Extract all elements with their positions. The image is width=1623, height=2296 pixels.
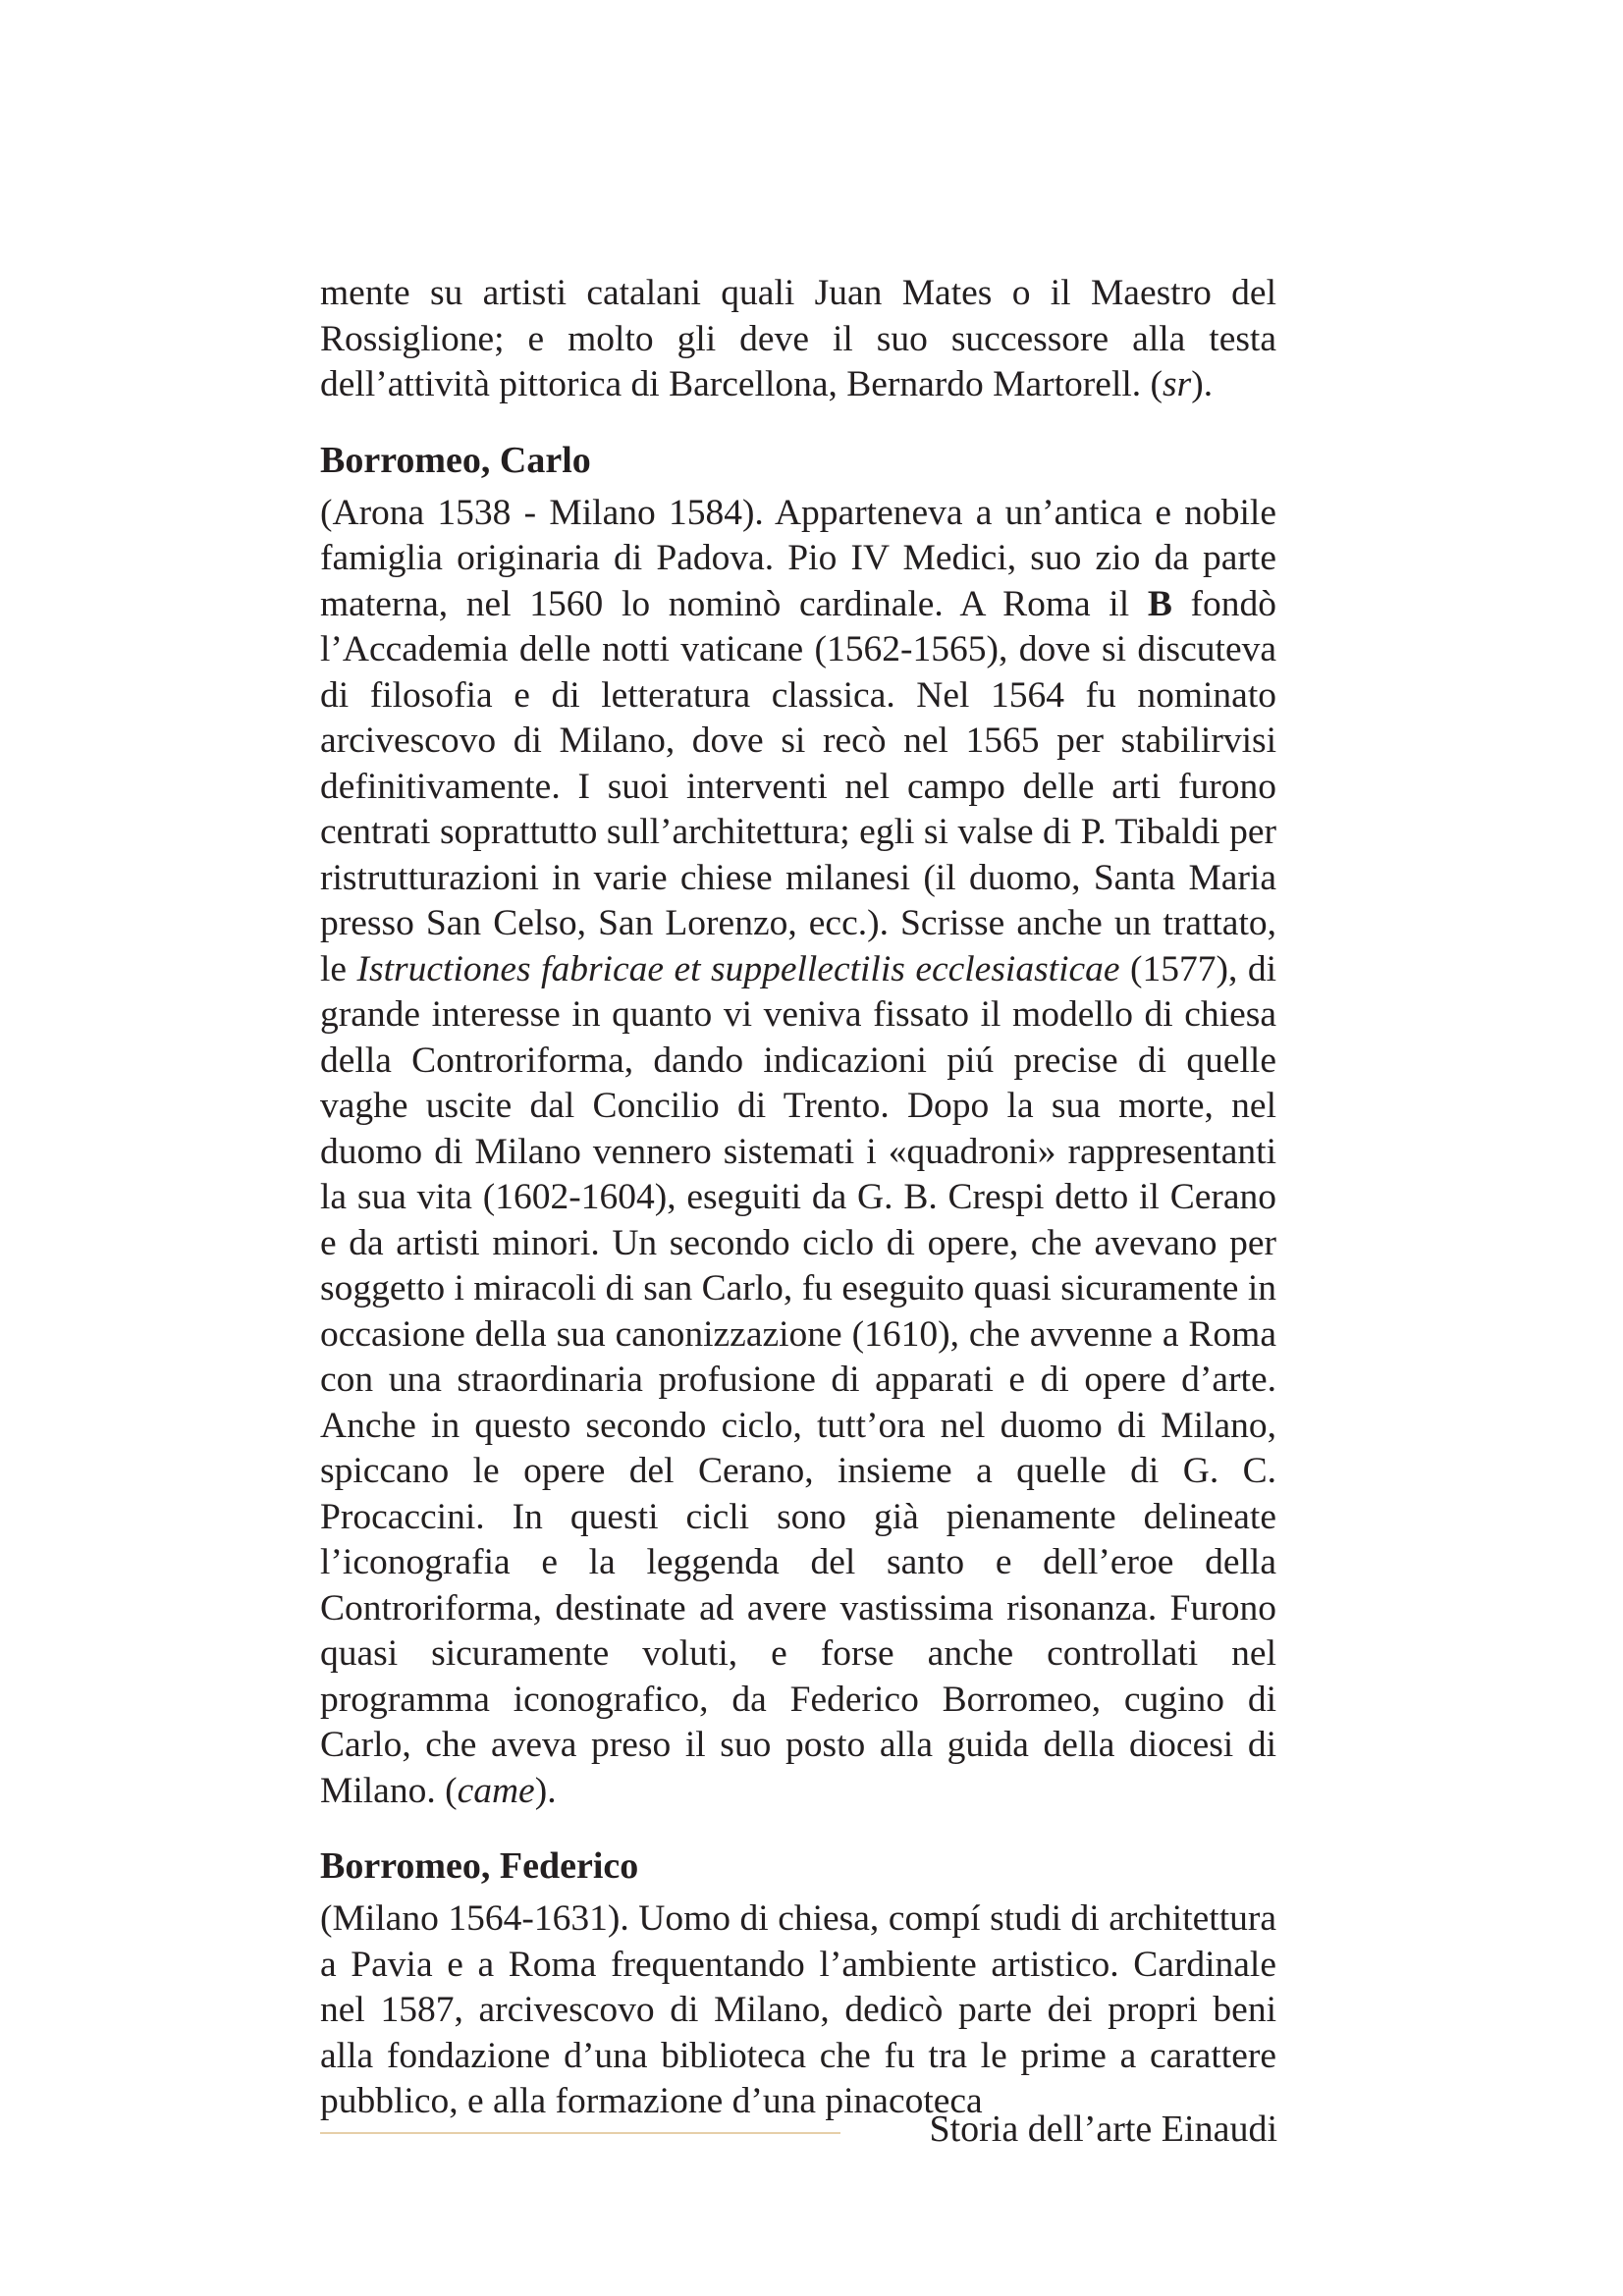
- entry-carlo-text-3: (1577), di grande interesse in quanto vi veniva fissato il modello di chiesa della Controriforma, dando indicazioni piú precise di quelle vaghe uscite dal Concilio di Trento. Dopo la sua morte, nel duomo di Milano vennero sistemati i «quadroni» rappresentanti la sua vita (1602-1604), eseguiti da G. B. Crespi detto il Cerano e da artisti minori. Un secondo ciclo di opere, che avevano per soggetto i miracoli di san Carlo, fu eseguito quasi sicuramente in occasione della sua canonizzazione (1610), che avvenne a Roma con una straordinaria profusione di apparati e di opere d’arte. Anche in questo secondo ciclo, tutt’ora nel duomo di Milano, spiccano le opere del Cerano, insieme a quelle di G. C. Procaccini. In questi cicli sono già pienamente delineate l’iconografia e la leggenda del santo e dell’eroe della Controriforma, destinate ad avere vastissima risonanza. Furono quasi sicuramente voluti, e forse anche controllati nel programma iconografico, da Federico Borromeo, cugino di Carlo, che aveva preso il suo posto alla guida della diocesi di Milano. (: [320, 948, 1276, 1811]
- entry-carlo-end: ).: [534, 1770, 557, 1811]
- entry-federico-text-1: (Milano 1564-1631). Uomo di chiesa, compí studi di architettura a Pavia e a Roma frequentando l’ambiente artistico. Cardinale nel 1587, arcivescovo di Milano, dedicò parte dei propri beni alla fondazione d’una biblioteca che fu tra le prime a carattere pubblico, e alla formazione d’una pinacoteca: [320, 1898, 1276, 2121]
- entry-carlo-treatise-title: Istructiones fabricae et suppellectilis ecclesiasticae: [356, 948, 1120, 989]
- footer-divider: [320, 2132, 840, 2134]
- entry-heading-carlo: Borromeo, Carlo: [320, 439, 591, 481]
- entry-body-carlo: [320, 491, 1276, 1815]
- entry-carlo-bold-b: B: [1147, 583, 1172, 624]
- page-body: [320, 271, 1276, 2125]
- intro-end: ).: [1191, 364, 1214, 404]
- entry-heading-federico: Borromeo, Federico: [320, 1845, 639, 1887]
- footer-title: Storia dell’arte Einaudi: [929, 2109, 1277, 2150]
- entry-carlo-text-2: fondò l’Accademia delle notti vaticane (1562-1565), dove si discuteva di filosofia e di letteratura classica. Nel 1564 fu nominato arcivescovo di Milano, dove si recò nel 1565 per stabilirvisi definitivamente. I suoi interventi nel campo delle arti furono centrati soprattutto sull’architettura; egli si valse di P. Tibaldi per ristrutturazioni in varie chiese milanesi (il duomo, Santa Maria presso San Celso, San Lorenzo, ecc.). Scrisse anche un trattato, le: [320, 583, 1276, 989]
- intro-author-initials: sr: [1163, 364, 1192, 404]
- entry-body-federico: [320, 1896, 1276, 2125]
- entry-carlo-author-initials: came: [457, 1770, 535, 1811]
- entry-carlo-text-1: (Arona 1538 - Milano 1584). Apparteneva a un’antica e nobile famiglia originaria di Padova. Pio IV Medici, suo zio da parte materna, nel 1560 lo nominò cardinale. A Roma il: [320, 492, 1276, 624]
- intro-text: mente su artisti catalani quali Juan Mates o il Maestro del Rossiglione; e molto gli deve il suo successore alla testa dell’attività pittorica di Barcellona, Bernardo Martorell. (: [320, 273, 1276, 404]
- intro-paragraph: [320, 271, 1276, 408]
